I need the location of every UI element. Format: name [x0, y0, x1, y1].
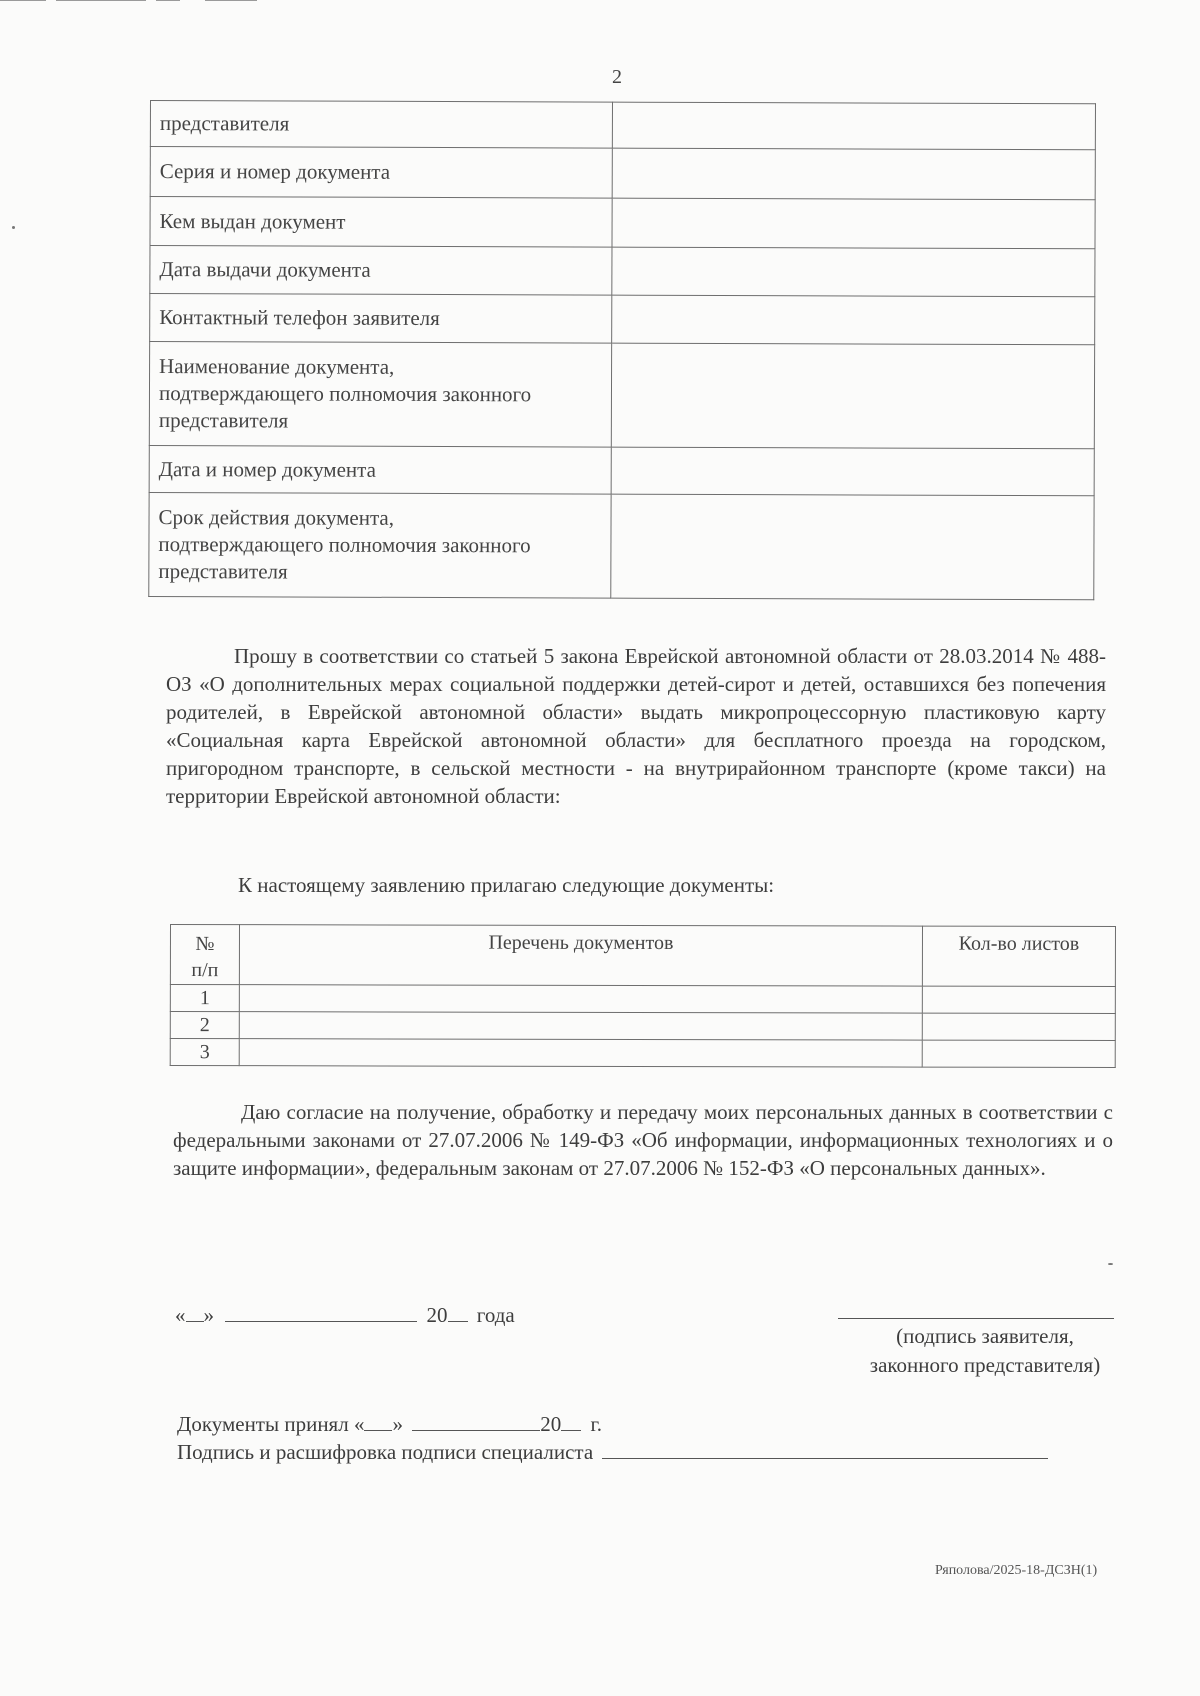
document-name-field[interactable]	[239, 985, 922, 1013]
year-field[interactable]	[448, 1303, 468, 1322]
scan-artifact-line	[205, 0, 257, 1]
row-label-line: Срок действия документа,	[158, 505, 395, 530]
accepted-year-prefix: 20	[540, 1412, 562, 1436]
caption-line: (подпись заявителя,	[896, 1324, 1074, 1348]
day-field[interactable]	[186, 1303, 204, 1322]
specialist-signature-field[interactable]	[602, 1440, 1048, 1459]
specialist-label: Подпись и расшифровка подписи специалиста	[177, 1440, 594, 1464]
row-value-field[interactable]	[612, 148, 1095, 200]
table-header-row	[170, 925, 1115, 987]
application-date-line	[175, 1303, 515, 1328]
applicant-signature-caption	[845, 1322, 1125, 1380]
header-sheet-count: Кол-во листов	[922, 926, 1115, 986]
row-value-field[interactable]	[611, 494, 1094, 600]
document-code: Ряполова/2025-18-ДСЗН(1)	[935, 1563, 1098, 1578]
sheet-count-field[interactable]	[922, 1040, 1115, 1067]
document-name-field[interactable]	[239, 1012, 922, 1040]
specialist-signature-line	[177, 1440, 1048, 1465]
row-value-field[interactable]	[612, 295, 1095, 345]
table-row	[150, 294, 1095, 345]
row-label: Кем выдан документ	[150, 197, 612, 248]
accepted-day-field[interactable]	[364, 1412, 392, 1431]
row-value-field[interactable]	[611, 447, 1094, 496]
row-value-field[interactable]	[611, 343, 1094, 449]
scan-artifact-line	[56, 0, 146, 1]
row-label-line: подтверждающего полномочия законного	[158, 381, 532, 407]
row-label-line: подтверждающего полномочия законного	[158, 532, 531, 558]
row-label: Дата выдачи документа	[150, 246, 612, 296]
request-paragraph	[166, 642, 1106, 810]
scan-artifact-line	[0, 0, 46, 1]
consent-paragraph	[173, 1098, 1113, 1182]
attachments-intro: К настоящему заявлению прилагаю следующие документы:	[238, 873, 775, 897]
header-document-list: Перечень документов	[239, 925, 922, 986]
page-number: 2	[612, 66, 622, 88]
accepted-suffix: г.	[590, 1412, 602, 1436]
month-field[interactable]	[225, 1303, 417, 1322]
row-label	[149, 342, 611, 448]
header-number-abbr: п/п	[191, 959, 219, 982]
attachments-table	[170, 924, 1116, 1068]
row-value-field[interactable]	[612, 102, 1095, 150]
sheet-count-field[interactable]	[922, 1013, 1115, 1040]
row-label: представителя	[150, 101, 612, 149]
year-suffix: года	[476, 1303, 515, 1327]
table-row	[150, 246, 1095, 297]
applicant-data-table	[148, 100, 1096, 600]
scan-speck	[1108, 1263, 1113, 1265]
row-value-field[interactable]	[612, 247, 1095, 297]
row-value-field[interactable]	[612, 198, 1095, 249]
table-row	[170, 1039, 1115, 1068]
caption-line: законного представителя)	[869, 1353, 1101, 1377]
date-close-quote: »	[203, 1303, 214, 1327]
row-label: Контактный телефон заявителя	[150, 294, 612, 344]
row-label-line: представителя	[158, 559, 288, 584]
table-row	[149, 445, 1094, 495]
row-number: 1	[170, 985, 239, 1012]
sheet-count-field[interactable]	[922, 986, 1115, 1013]
accepted-year-field[interactable]	[561, 1412, 581, 1431]
row-label: Серия и номер документа	[150, 147, 612, 199]
scan-speck	[12, 226, 15, 229]
accepted-close-quote: »	[392, 1412, 403, 1436]
accepted-label: Документы принял «	[177, 1412, 365, 1436]
request-text: Прошу в соответствии со статьей 5 закона Еврейской автономной области от 28.03.2014 № 488-ОЗ «О дополнительных мерах социальной поддержки детей-сирот и детей, оставшихся без попечения родителей, в Еврейской автономной области» выдать микропроцессорную пластиковую карту «Социальная карта Еврейской автономной области» для бесплатного проезда на городском, пригородном транспорте, в сельской местности - на внутрирайонном транспорте (кроме такси) на территории Еврейской автономной области:	[166, 644, 1106, 808]
header-number	[170, 925, 239, 985]
table-row	[150, 101, 1095, 150]
row-label-line: Наименование документа,	[159, 354, 395, 379]
table-row	[150, 197, 1095, 249]
row-label: Дата и номер документа	[149, 445, 611, 494]
acceptance-line	[177, 1412, 602, 1437]
table-row	[149, 342, 1094, 449]
consent-text: Даю согласие на получение, обработку и передачу моих персональных данных в соответствии с федеральными законами от 27.07.2006 № 149-ФЗ «Об информации, информационных технологиях и о защите информации», федеральным законам от 27.07.2006 № 152-ФЗ «О персональных данных».	[173, 1100, 1113, 1180]
table-row	[170, 985, 1115, 1014]
header-number-symbol: №	[195, 933, 215, 956]
row-number: 3	[170, 1039, 239, 1066]
applicant-signature-field[interactable]	[838, 1318, 1114, 1319]
table-row	[150, 147, 1095, 200]
table-row	[170, 1012, 1115, 1041]
row-label	[149, 492, 611, 598]
row-number: 2	[170, 1012, 239, 1039]
row-label-line: представителя	[158, 408, 289, 433]
date-open-quote: «	[175, 1303, 186, 1327]
table-row	[149, 492, 1094, 599]
scan-artifact-line	[156, 0, 180, 1]
accepted-month-field[interactable]	[412, 1412, 540, 1431]
document-name-field[interactable]	[239, 1039, 922, 1067]
year-prefix: 20	[426, 1303, 448, 1327]
